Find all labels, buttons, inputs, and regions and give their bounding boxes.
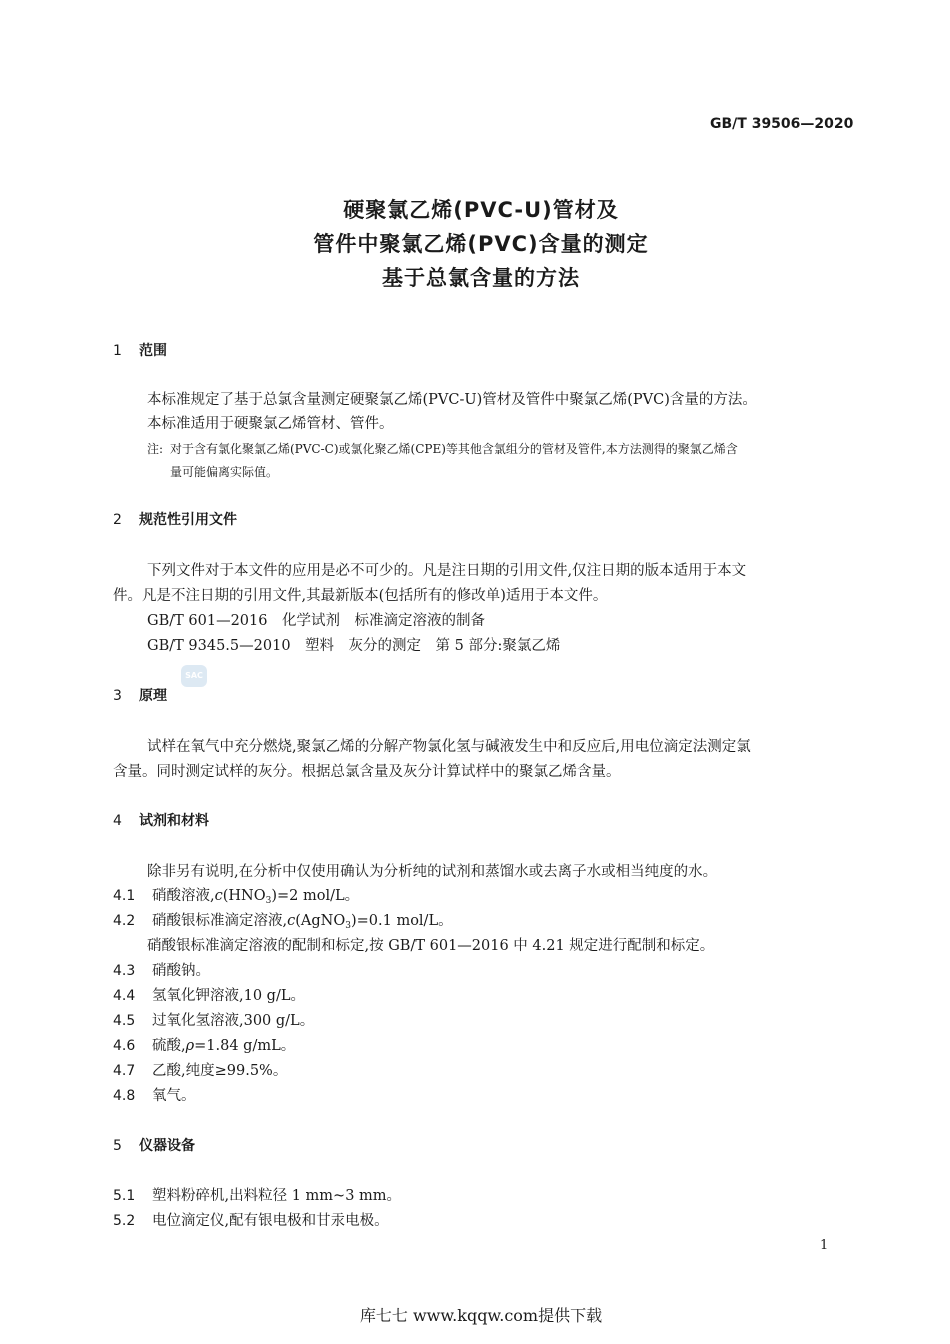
- section-1-note-line-1: 对于含有氯化聚氯乙烯(PVC-C)或氯化聚乙烯(CPE)等其他含氯组分的管材及管件,本方法测得的聚氯乙烯含: [170, 442, 738, 456]
- standard-number: GB/T 39506—2020: [710, 116, 854, 132]
- item-4-4-number: 4.4: [113, 988, 136, 1004]
- item-5-2-text: 电位滴定仪,配有银电极和甘汞电极。: [152, 1213, 389, 1229]
- item-5-2-number: 5.2: [113, 1213, 136, 1229]
- item-5-1-number: 5.1: [113, 1188, 136, 1204]
- section-5-number: 5: [113, 1138, 122, 1154]
- section-3-paragraph-line-2: 含量。同时测定试样的灰分。根据总氯含量及灰分计算试样中的聚氯乙烯含量。: [113, 764, 621, 780]
- section-1-note-line-2: 量可能偏离实际值。: [170, 465, 279, 479]
- item-4-4-text: 氢氧化钾溶液,10 g/L。: [152, 988, 305, 1004]
- item-4-1-number: 4.1: [113, 888, 136, 904]
- sac-watermark: SAC: [181, 665, 207, 687]
- item-4-7-text: 乙酸,纯度≥99.5%。: [152, 1063, 288, 1079]
- item-4-1-text: 硝酸溶液$,c(HNO_3)=2$ mol/L。: [152, 888, 360, 906]
- section-3-paragraph-line-1: 试样在氧气中充分燃烧,聚氯乙烯的分解产物氯化氢与碱液发生中和反应后,用电位滴定法测定氯: [147, 739, 751, 755]
- title-line-1: 硬聚氯乙烯(PVC-U)管材及: [343, 198, 619, 222]
- section-3-number: 3: [113, 688, 122, 704]
- section-3-title: 原理: [139, 688, 167, 704]
- section-2-paragraph-line-1: 下列文件对于本文件的应用是必不可少的。凡是注日期的引用文件,仅注日期的版本适用于本文: [147, 563, 747, 579]
- section-2-number: 2: [113, 512, 122, 528]
- item-4-5-text: 过氧化氢溶液,300 g/L。: [152, 1013, 315, 1029]
- download-footer: 库七七 www.kqqw.com提供下载: [359, 1306, 603, 1325]
- item-4-3-number: 4.3: [113, 963, 136, 979]
- section-5-title: 仪器设备: [139, 1138, 195, 1154]
- section-1-number: 1: [113, 343, 122, 359]
- item-4-2-text: 硝酸银标准滴定溶液,c(AgNO$_3$)=0.1 mol/L。: [152, 913, 453, 931]
- item-4-2-number: 4.2: [113, 913, 136, 929]
- item-5-1-text: 塑料粉碎机,出料粒径 1 mm~3 mm。: [152, 1188, 402, 1204]
- reference-1: GB/T 601—2016 化学试剂 标准滴定溶液的制备: [147, 613, 485, 629]
- section-2-title: 规范性引用文件: [139, 512, 237, 528]
- item-4-3-text: 硝酸钠。: [152, 963, 210, 979]
- section-4-title: 试剂和材料: [139, 813, 209, 829]
- section-1-title: 范围: [139, 343, 167, 359]
- section-2-paragraph-line-2: 件。凡是不注日期的引用文件,其最新版本(包括所有的修改单)适用于本文件。: [113, 588, 608, 604]
- item-4-5-number: 4.5: [113, 1013, 136, 1029]
- item-4-2-note: 硝酸银标准滴定溶液的配制和标定,按 GB/T 601—2016 中 4.21 规定进行配制和标定。: [147, 938, 715, 954]
- section-1-paragraph-2: 本标准适用于硬聚氯乙烯管材、管件。: [147, 416, 394, 432]
- title-line-2: 管件中聚氯乙烯(PVC)含量的测定: [313, 232, 649, 256]
- section-4-intro: 除非另有说明,在分析中仅使用确认为分析纯的试剂和蒸馏水或去离子水或相当纯度的水。: [147, 864, 718, 880]
- item-4-6-text: 硫酸,ρ=1.84 g/mL。: [152, 1038, 296, 1054]
- page-number: 1: [820, 1238, 829, 1253]
- item-4-7-number: 4.7: [113, 1063, 136, 1079]
- reference-2: GB/T 9345.5—2010 塑料 灰分的测定 第 5 部分:聚氯乙烯: [147, 638, 561, 654]
- section-1-paragraph-1: 本标准规定了基于总氯含量测定硬聚氯乙烯(PVC-U)管材及管件中聚氯乙烯(PVC)含量的方法。: [147, 392, 757, 408]
- title-line-3: 基于总氯含量的方法: [382, 266, 580, 290]
- section-4-number: 4: [113, 813, 122, 829]
- item-4-8-number: 4.8: [113, 1088, 136, 1104]
- item-4-8-text: 氧气。: [152, 1088, 196, 1104]
- item-4-6-number: 4.6: [113, 1038, 136, 1054]
- section-1-note-label: 注:: [147, 442, 164, 456]
